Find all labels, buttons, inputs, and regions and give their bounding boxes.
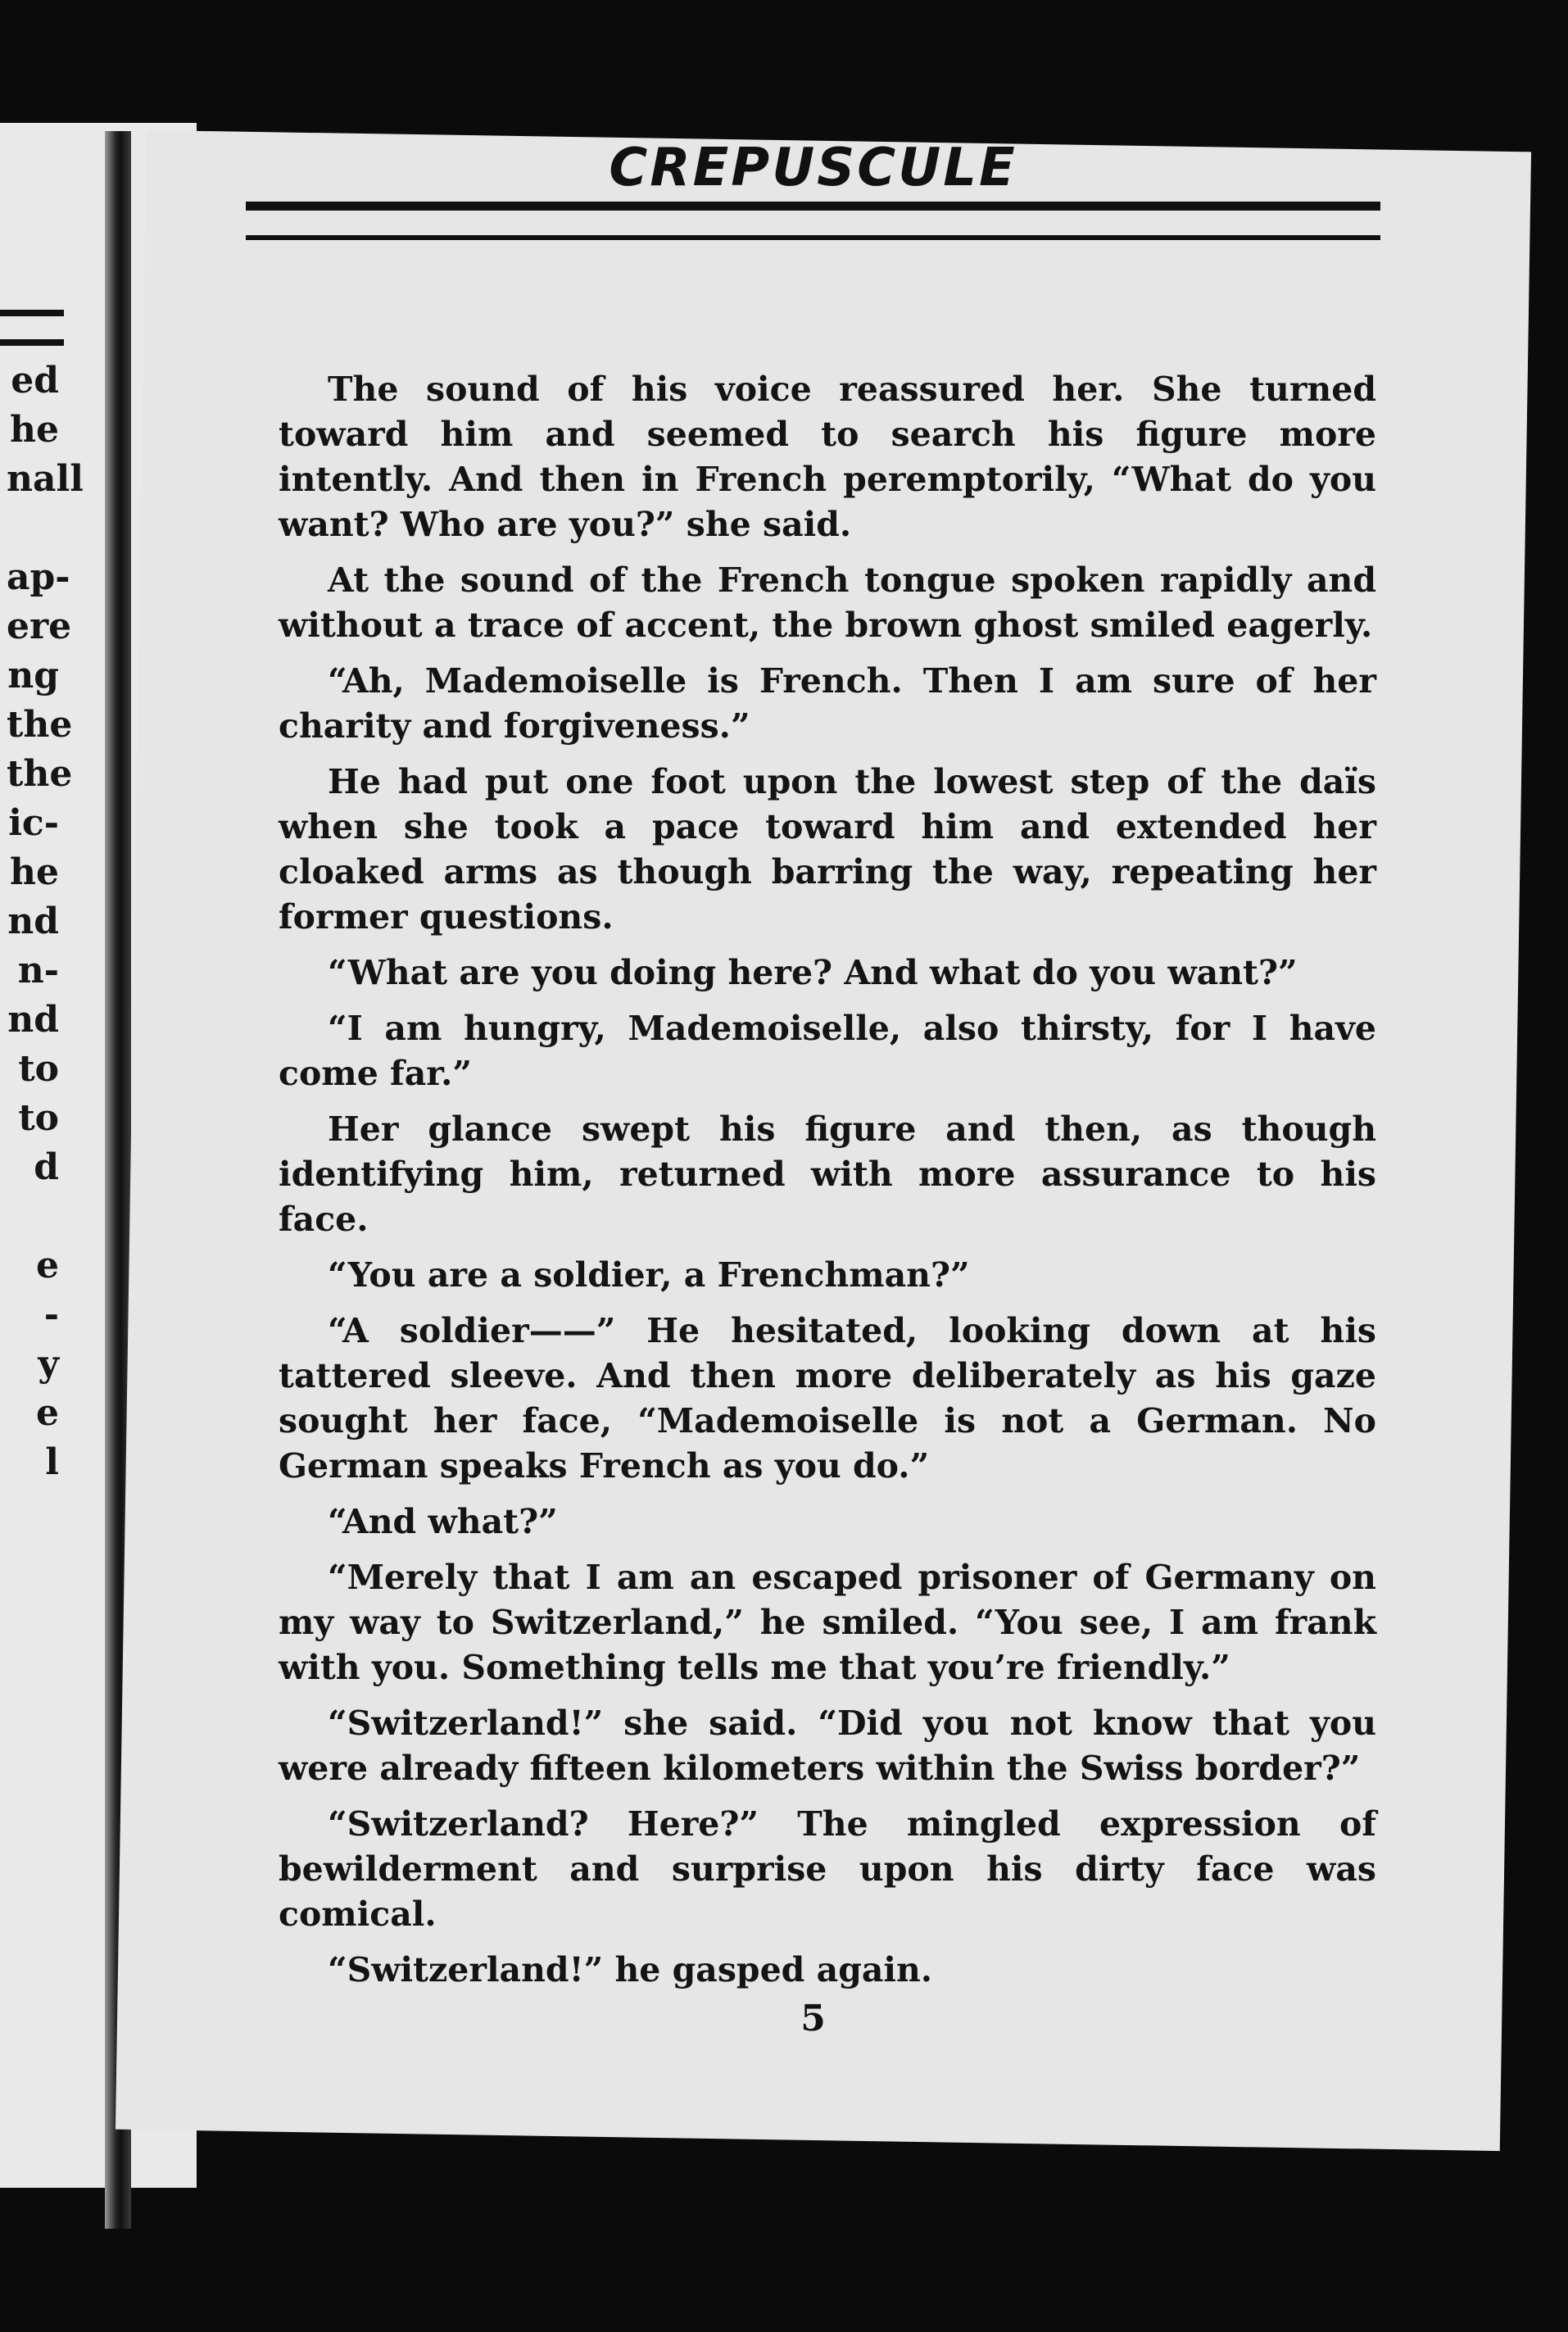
fragment-line: the	[7, 704, 73, 746]
paragraph: “Ah, Mademoiselle is French. Then I am sure of her charity and forgiveness.”	[279, 661, 1376, 746]
fragment-line: ap-	[7, 556, 70, 598]
fragment-line	[7, 1536, 59, 1586]
body-text	[279, 367, 1376, 2003]
fragment-line: nd	[7, 901, 59, 942]
paragraph: He had put one foot upon the lowest step of the daïs when she took a pace toward him and extended her cloaked arms as though barring the way, repeating her former questions.	[279, 762, 1376, 937]
paragraph: “Switzerland!” he gasped again.	[328, 1950, 933, 1989]
facing-page-text-fragments	[7, 356, 84, 1586]
fragment-line: l	[45, 1441, 59, 1483]
paragraph: “Switzerland? Here?” The mingled expression of bewilderment and surprise upon his dirty face was comical.	[279, 1804, 1376, 1934]
paragraph: “Merely that I am an escaped prisoner of Germany on my way to Switzerland,” he smiled. “You see, I am frank with you. Something tells me that you’re friendly.”	[279, 1558, 1376, 1687]
fragment-line: nd	[7, 999, 59, 1041]
fragment-line: ed	[11, 360, 59, 402]
fragment-line: ic-	[8, 802, 59, 844]
page-number: 5	[800, 1998, 826, 2039]
facing-page-rule	[0, 310, 64, 346]
fragment-line: ng	[7, 655, 59, 696]
paragraph: At the sound of the French tongue spoken rapidly and without a trace of accent, the brown ghost smiled eagerly.	[279, 560, 1376, 645]
paragraph: “A soldier——” He hesitated, looking down at his tattered sleeve. And then more deliberately as his gaze sought her face, “Mademoiselle is not a German. No German speaks French as you do.”	[279, 1311, 1376, 1486]
page-header	[246, 138, 1380, 240]
fragment-line: e	[36, 1245, 59, 1286]
running-head: CREPUSCULE	[609, 138, 1017, 198]
fragment-line: n-	[17, 950, 59, 991]
fragment-line: he	[10, 409, 59, 451]
header-rule	[246, 202, 1380, 240]
fragment-line: -	[43, 1294, 59, 1336]
fragment-line: the	[7, 753, 73, 795]
paragraph: “What are you doing here? And what do you want?”	[328, 953, 1298, 992]
fragment-line: e	[36, 1392, 59, 1434]
fragment-line	[7, 504, 59, 553]
fragment-line	[7, 1487, 59, 1536]
paragraph: “And what?”	[328, 1502, 558, 1541]
fragment-line: y	[38, 1343, 59, 1385]
fragment-line	[7, 1192, 59, 1241]
fragment-line: he	[10, 851, 59, 893]
paragraph: The sound of his voice reassured her. She turned toward him and seemed to search his figure more intently. And then in French peremptorily, “What do you want? Who are you?” she said.	[279, 370, 1376, 544]
fragment-line: ere	[7, 606, 72, 647]
fragment-line: to	[18, 1048, 59, 1090]
paragraph: “I am hungry, Mademoiselle, also thirsty, for I have come far.”	[279, 1009, 1376, 1093]
fragment-line: nall	[7, 458, 84, 500]
paragraph: Her glance swept his figure and then, as though identifying him, returned with more assurance to his face.	[279, 1109, 1376, 1239]
fragment-line: d	[34, 1146, 59, 1188]
paragraph: “You are a soldier, a Frenchman?”	[328, 1255, 970, 1295]
fragment-line: to	[18, 1097, 59, 1139]
paragraph: “Switzerland!” she said. “Did you not know that you were already fifteen kilometers within the Swiss border?”	[279, 1704, 1376, 1788]
